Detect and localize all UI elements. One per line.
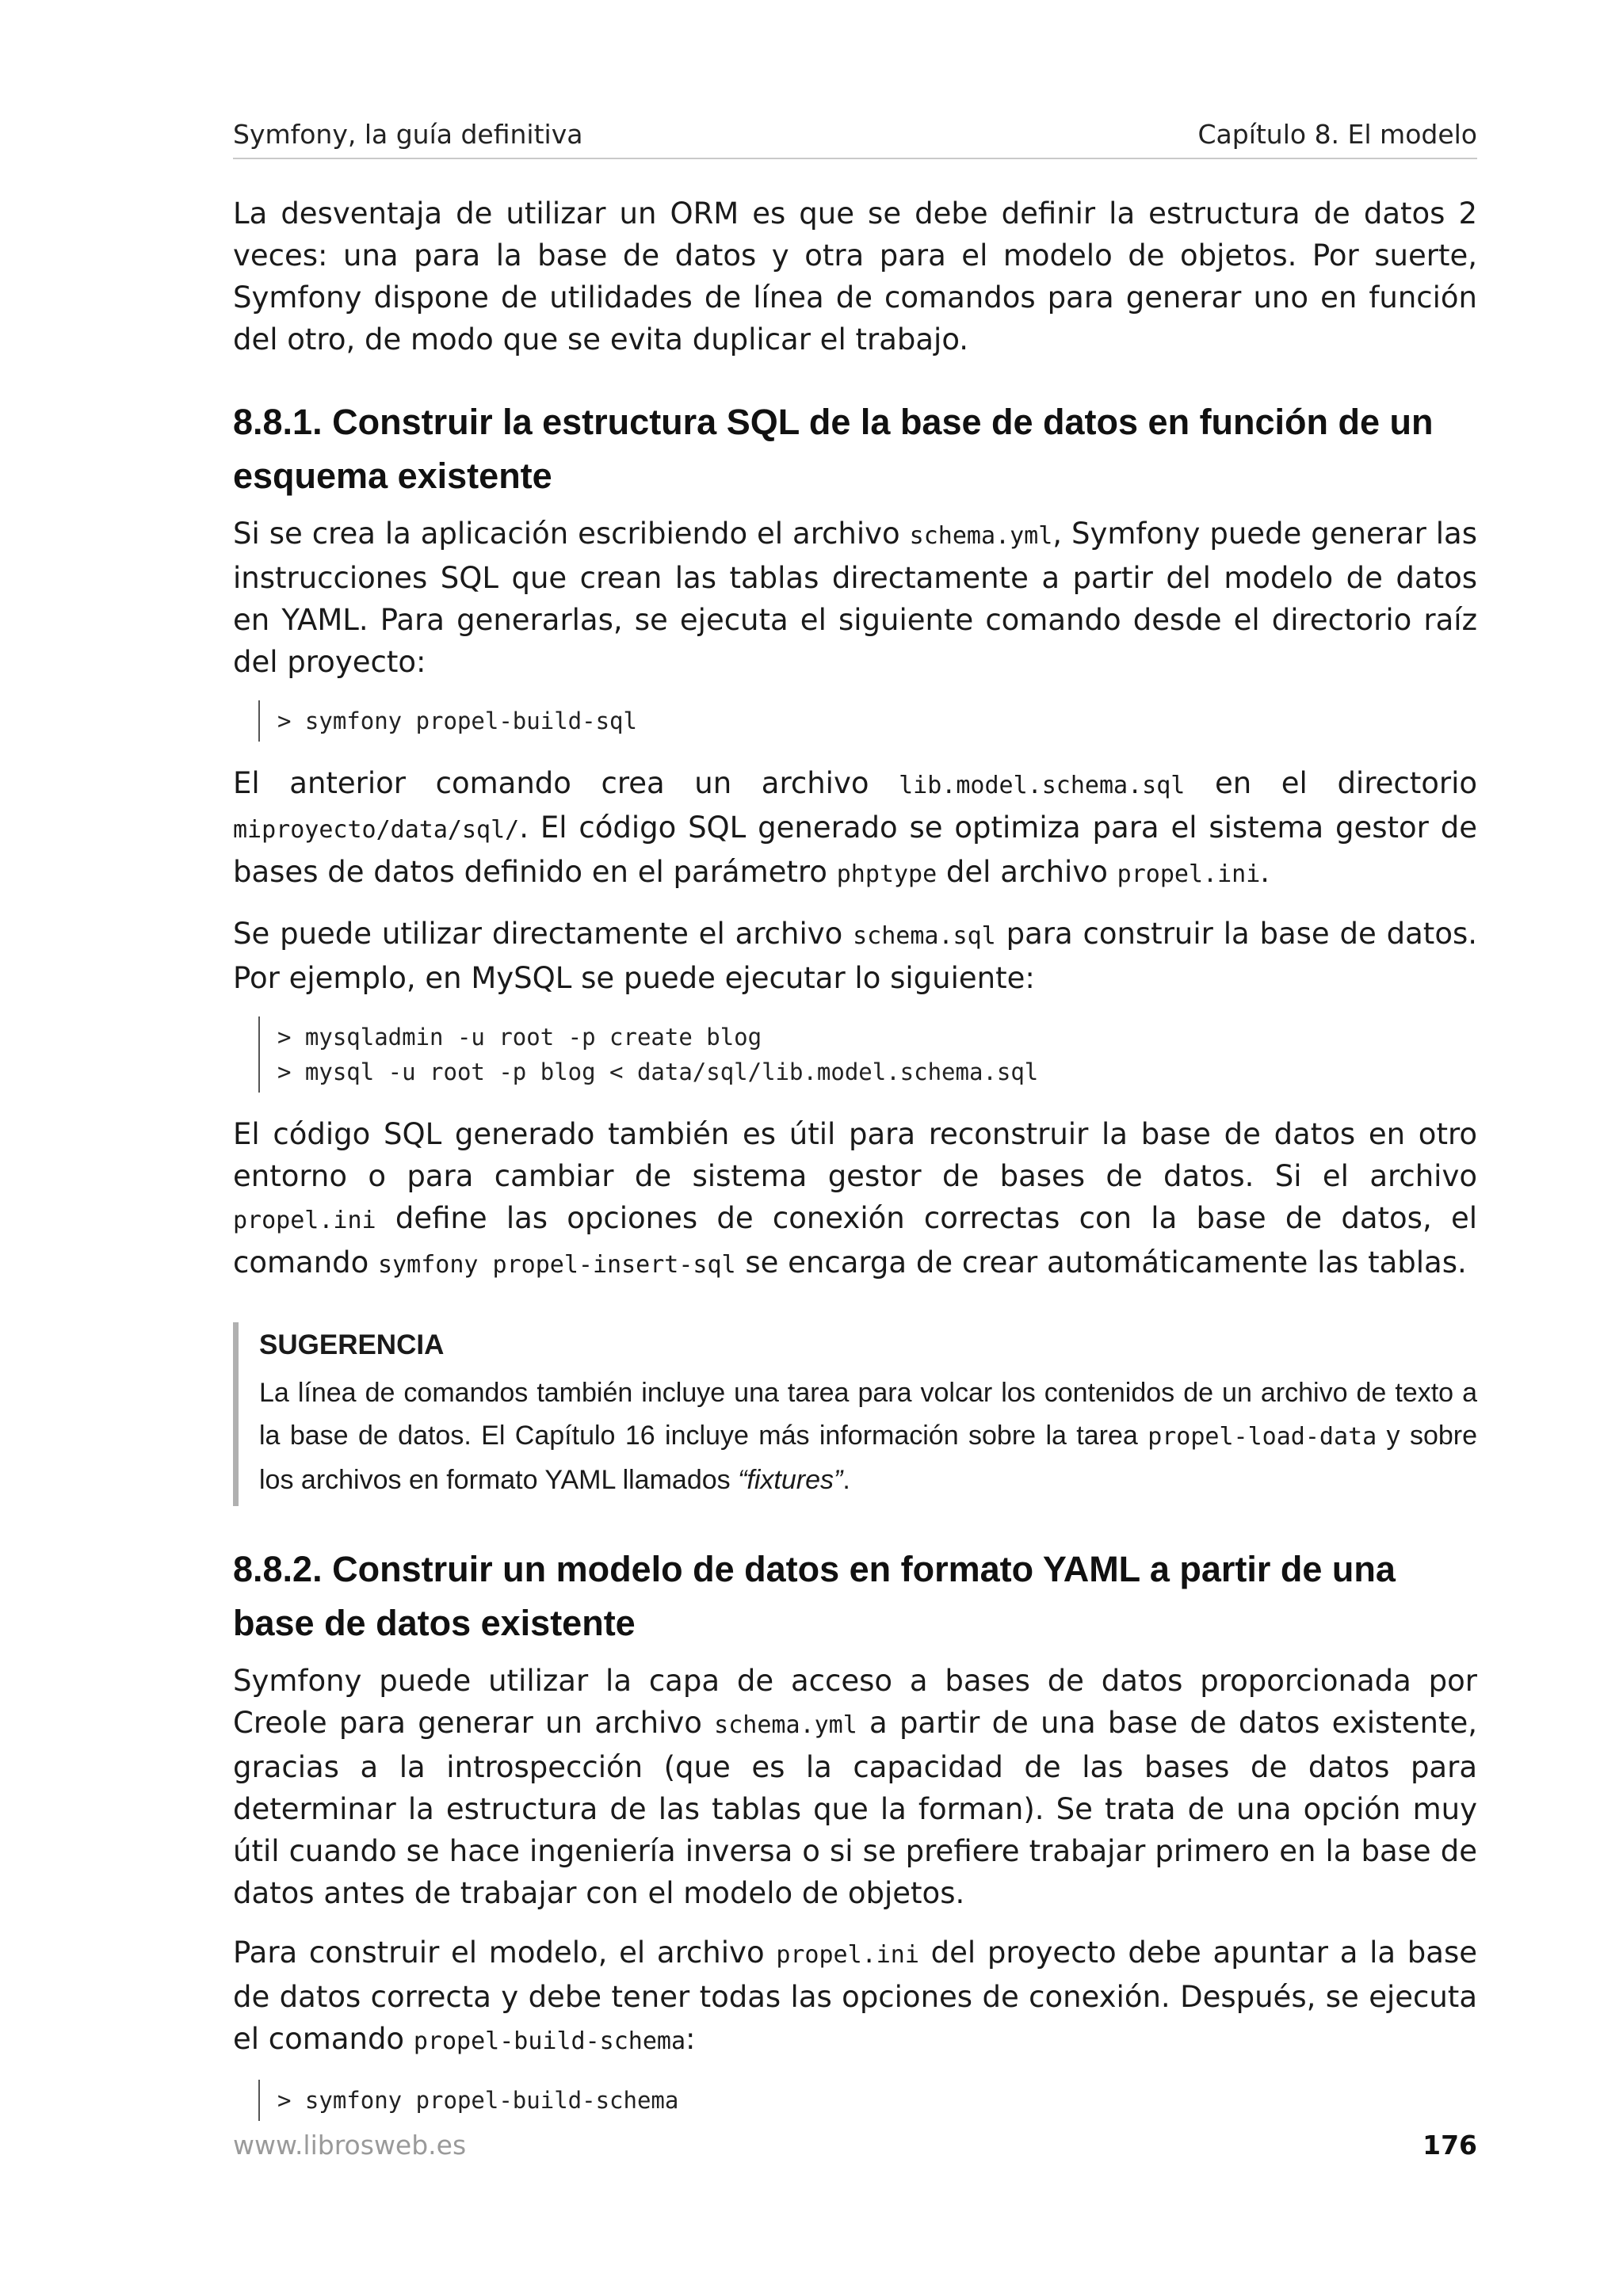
code-line: > mysql -u root -p blog < data/sql/lib.model.schema.sql <box>277 1058 1039 1085</box>
inline-code: propel.ini <box>776 1941 919 1969</box>
paragraph: Se puede utilizar directamente el archivo schema.sql para construir la base de datos. Por ejemplo, en MySQL se puede ejecutar lo siguiente: <box>233 917 1477 995</box>
code-line: > mysqladmin -u root -p create blog <box>277 1024 762 1051</box>
paragraph: Si se crea la aplicación escribiendo el archivo schema.yml, Symfony puede generar las instrucciones SQL que crean las tablas directamente a partir del modelo de datos en YAML. Para generarlas, se ejecuta el siguiente comando desde el directorio raíz del proyecto: <box>233 517 1477 679</box>
inline-code: lib.model.schema.sql <box>899 772 1186 799</box>
paragraph: El código SQL generado también es útil para reconstruir la base de datos en otro entorno o para cambiar de sistema gestor de bases de datos. Si el archivo propel.ini define las opciones de conexión correctas con la base de datos, el comando symfony propel-insert-sql se encarga de crear automáticamente las tablas. <box>233 1117 1477 1280</box>
inline-code: propel-build-schema <box>413 2027 686 2055</box>
emphasis: “fixtures” <box>738 1465 843 1495</box>
page-footer <box>233 2130 1477 2161</box>
running-header <box>233 119 1477 159</box>
code-block <box>258 1016 1477 1093</box>
tip-text: La línea de comandos también incluye una tarea para volcar los contenidos de un archivo de texto a la base de datos. El Capítulo 16 incluye más información sobre la tarea propel-load-data y sobre los archivos en formato YAML llamados “fixtures”. <box>259 1378 1477 1495</box>
inline-code: miproyecto/data/sql/ <box>233 816 520 844</box>
code-block <box>258 2080 1477 2121</box>
tip-box <box>233 1322 1477 1506</box>
section-heading-8-8-1: 8.8.1. Construir la estructura SQL de la base de datos en función de un esquema existente <box>233 402 1434 496</box>
inline-code: propel.ini <box>233 1207 376 1234</box>
intro-paragraph: La desventaja de utilizar un ORM es que se debe definir la estructura de datos 2 veces: una para la base de datos y otra para el modelo de objetos. Por suerte, Symfony dispone de utilidades de línea de comandos para generar uno en función del otro, de modo que se evita duplicar el trabajo. <box>233 196 1477 357</box>
page-content <box>233 119 1477 2142</box>
code-line: > symfony propel-build-schema <box>277 2087 679 2114</box>
section-heading-8-8-2: 8.8.2. Construir un modelo de datos en formato YAML a partir de una base de datos existente <box>233 1549 1396 1643</box>
code-line: > symfony propel-build-sql <box>277 707 637 734</box>
tip-title: SUGERENCIA <box>259 1329 445 1360</box>
inline-code: phptype <box>836 860 938 888</box>
page-number: 176 <box>1423 2130 1477 2161</box>
paragraph: Para construir el modelo, el archivo propel.ini del proyecto debe apuntar a la base de datos correcta y debe tener todas las opciones de conexión. Después, se ejecuta el comando propel-build-schema: <box>233 1936 1477 2056</box>
paragraph: El anterior comando crea un archivo lib.model.schema.sql en el directorio miproyecto/data/sql/. El código SQL generado se optimiza para el sistema gestor de bases de datos definido en el parámetro phptype del archivo propel.ini. <box>233 766 1477 889</box>
code-block <box>258 700 1477 742</box>
chapter-title: Capítulo 8. El modelo <box>1197 119 1477 150</box>
inline-code: propel-load-data <box>1148 1423 1377 1451</box>
book-title: Symfony, la guía definitiva <box>233 119 583 150</box>
inline-code: symfony propel-insert-sql <box>378 1251 736 1279</box>
footer-url: www.librosweb.es <box>233 2130 467 2161</box>
inline-code: propel.ini <box>1117 860 1261 888</box>
paragraph: Symfony puede utilizar la capa de acceso a bases de datos proporcionada por Creole para generar un archivo schema.yml a partir de una base de datos existente, gracias a la introspección (que es la capacidad de las bases de datos para determinar la estructura de las tablas que la forman). Se trata de una opción muy útil cuando se hace ingeniería inversa o si se prefiere trabajar primero en la base de datos antes de trabajar con el modelo de objetos. <box>233 1664 1478 1910</box>
inline-code: schema.sql <box>853 922 996 950</box>
inline-code: schema.yml <box>909 522 1053 550</box>
inline-code: schema.yml <box>714 1711 857 1739</box>
